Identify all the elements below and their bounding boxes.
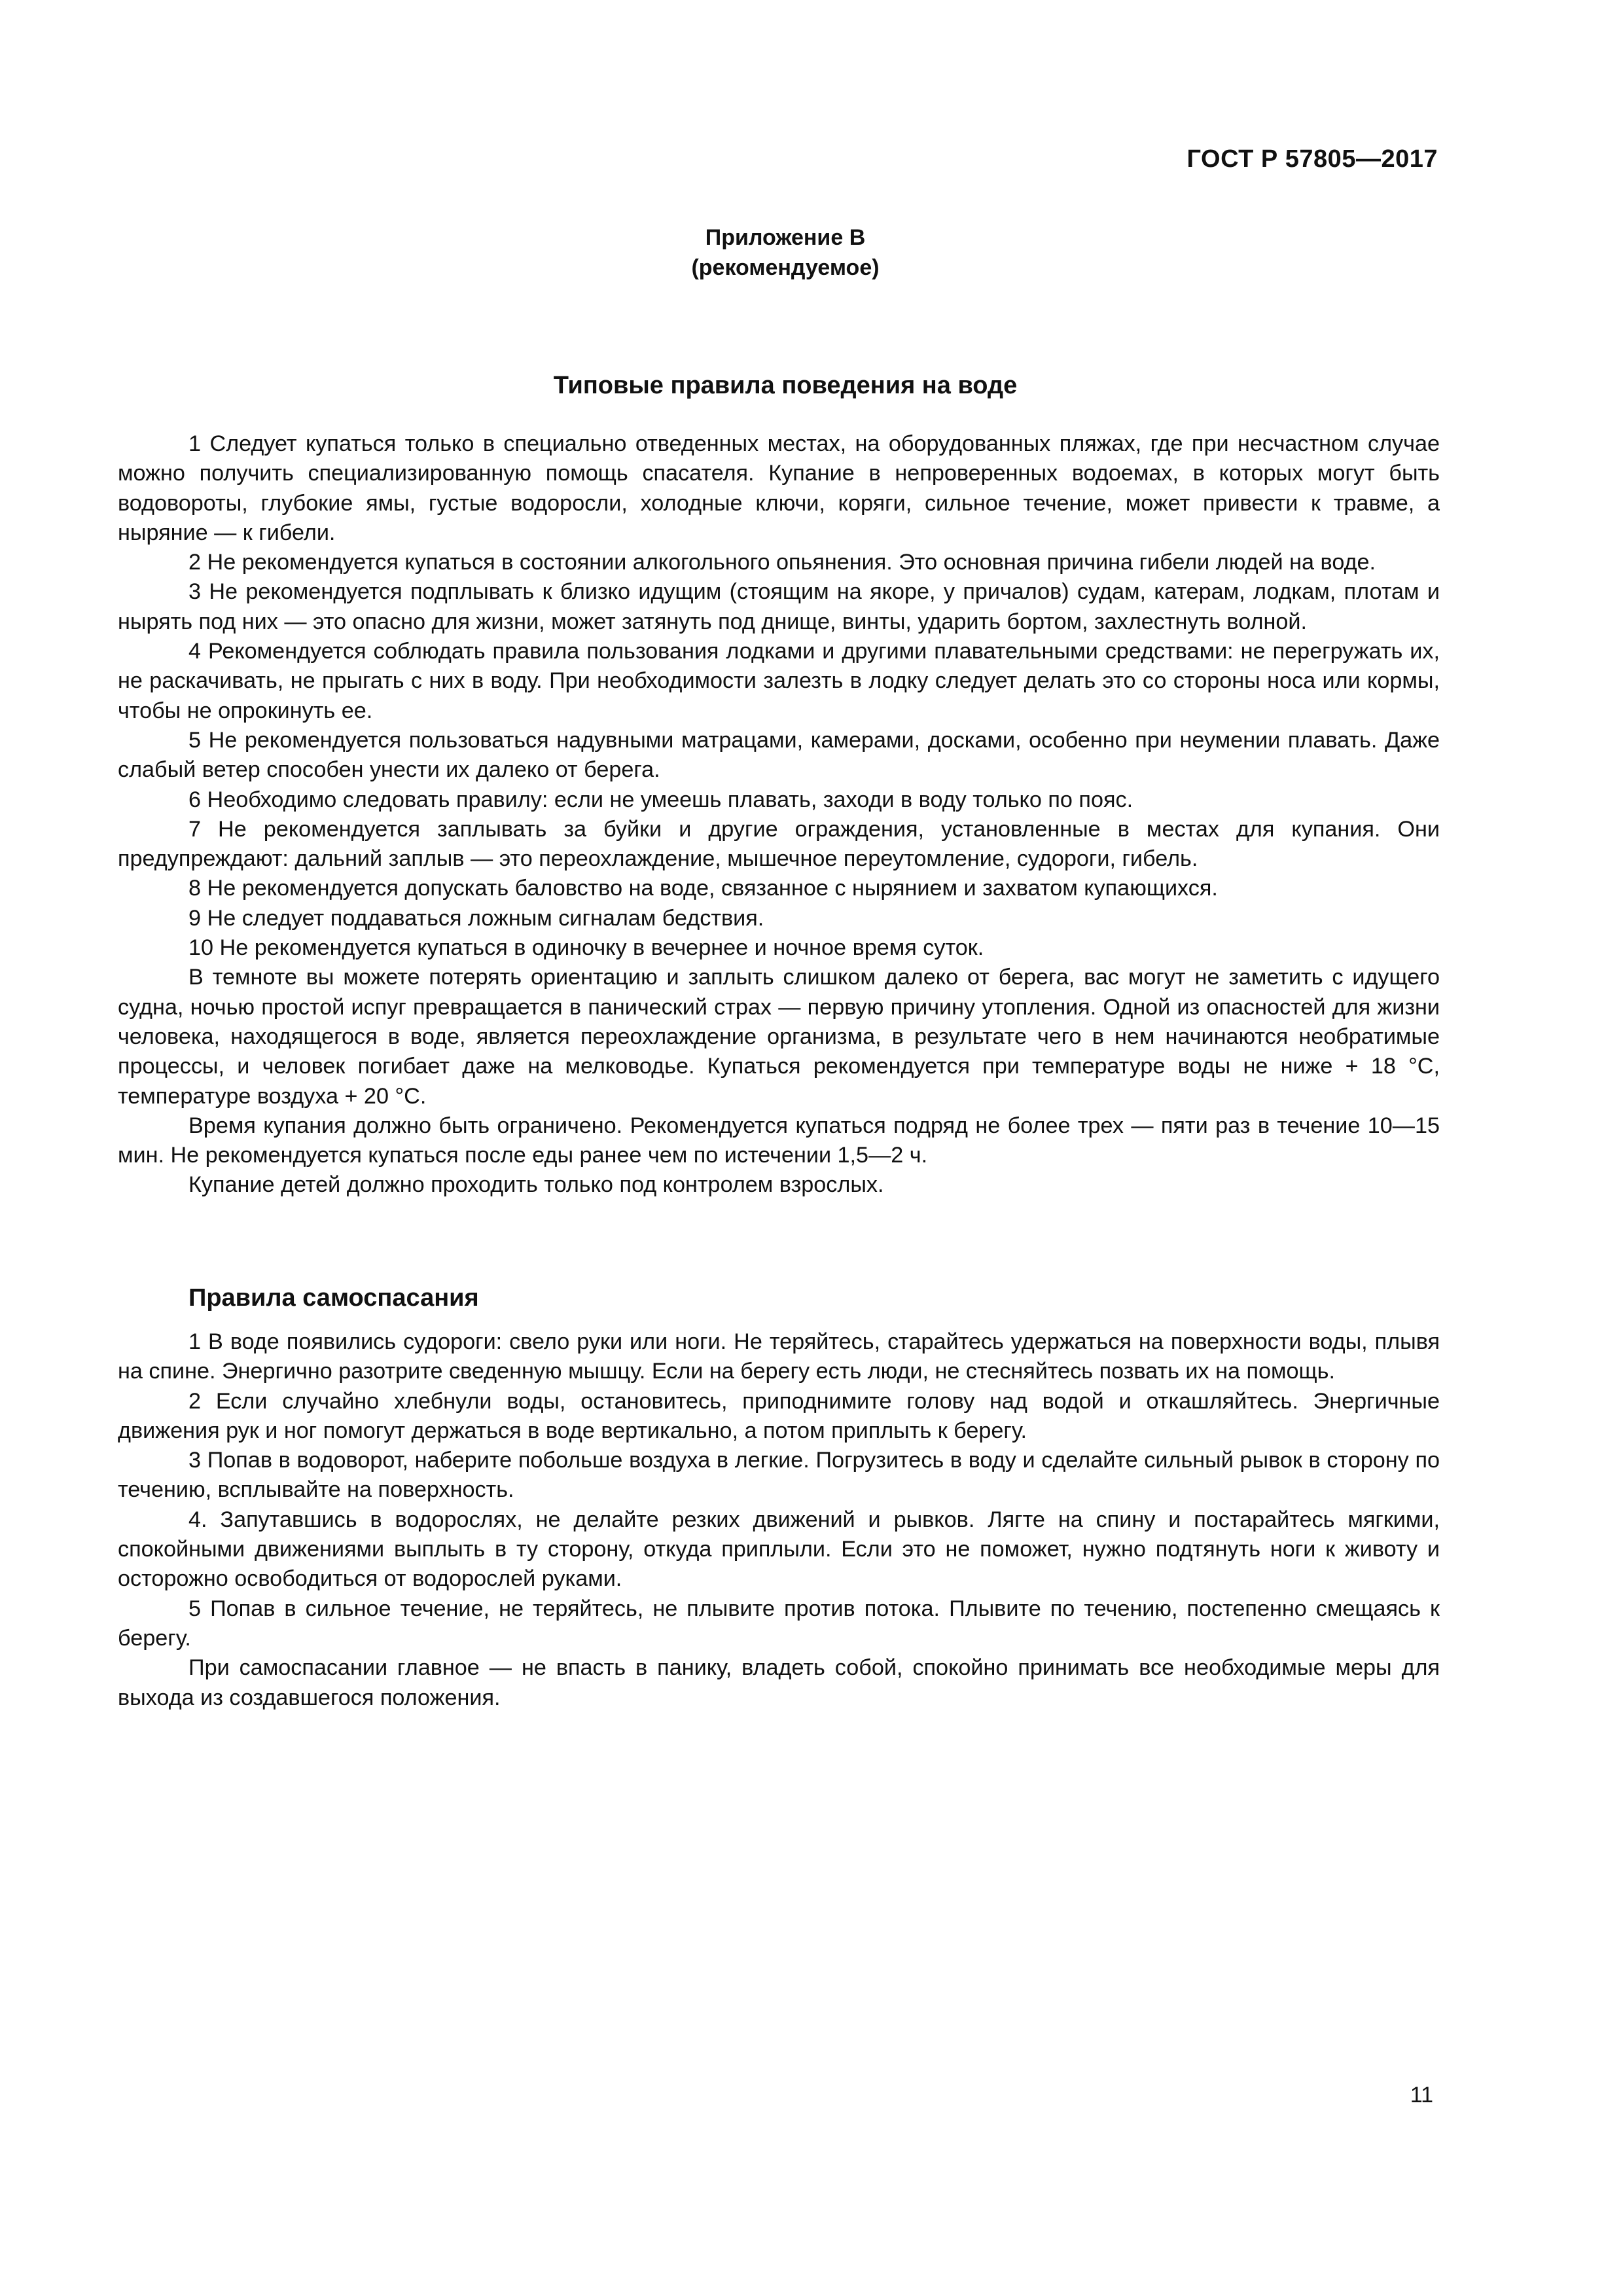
subsection-body: [118, 1327, 1440, 1713]
appendix-status: (рекомендуемое): [691, 255, 880, 280]
page-number: 11: [1410, 2083, 1433, 2108]
paragraph: В темноте вы можете потерять ориентацию и заплыть слишком далеко от берега, вас могут не заметить с идущего судна, ночью простой испуг превращается в панический страх — первую причину утопления. Одной из опасностей для жизни человека, находящегося в воде, является переохлаждение организма, в результате чего в нем начинаются необратимые процессы, и человек погибает даже на мелководье. Купаться рекомендуется при температуре воды не ниже + 18 °С, температуре воздуха + 20 °С.: [118, 965, 1440, 1109]
paragraph: 3 Не рекомендуется подплывать к близко идущим (стоящим на якоре, у причалов) судам, катерам, лодкам, плотам и нырять под них — это опасно для жизни, может затянуть под днище, винты, ударить бортом, захлестнуть волной.: [118, 579, 1440, 634]
paragraph: 2 Не рекомендуется купаться в состоянии алкогольного опьянения. Это основная причина гибели людей на воде.: [188, 550, 1376, 575]
paragraph: 1 В воде появились судороги: свело руки или ноги. Не теряйтесь, старайтесь удержаться на поверхности воды, плывя на спине. Энергично разотрите сведенную мышцу. Если на берегу есть люди, не стесняйтесь позвать их на помощь.: [118, 1329, 1440, 1384]
paragraph: При самоспасании главное — не впасть в панику, владеть собой, спокойно принимать все необходимые меры для выхода из создавшегося положения.: [118, 1655, 1440, 1710]
paragraph: 6 Необходимо следовать правилу: если не умеешь плавать, заходи в воду только по пояс.: [188, 787, 1133, 812]
paragraph: 5 Попав в сильное течение, не теряйтесь, не плывите против потока. Плывите по течению, постепенно смещаясь к берегу.: [118, 1596, 1440, 1651]
paragraph: 9 Не следует поддаваться ложным сигналам бедствия.: [188, 905, 764, 931]
paragraph: 7 Не рекомендуется заплывать за буйки и другие ограждения, установленные в местах для купания. Они предупреждают: дальний заплыв — это переохлаждение, мышечное переутомление, судороги, гибель.: [118, 816, 1440, 872]
subsection-title: Правила самоспасания: [188, 1284, 479, 1312]
document-code: ГОСТ Р 57805—2017: [1186, 145, 1438, 173]
appendix-heading: [0, 223, 1571, 283]
paragraph: 2 Если случайно хлебнули воды, остановитесь, приподнимите голову над водой и откашляйтесь. Энергичные движения рук и ног помогут держаться в воде вертикально, а потом приплыть к берегу.: [118, 1388, 1440, 1443]
paragraph: 5 Не рекомендуется пользоваться надувными матрацами, камерами, досками, особенно при неумении плавать. Даже слабый ветер способен унести их далеко от берега.: [118, 727, 1440, 783]
appendix-title: Приложение В: [705, 225, 866, 250]
section-title: Типовые правила поведения на воде: [553, 372, 1018, 399]
paragraph: 10 Не рекомендуется купаться в одиночку в вечернее и ночное время суток.: [188, 935, 984, 961]
paragraph: 3 Попав в водоворот, наберите побольше воздуха в легкие. Погрузитесь в воду и сделайте сильный рывок в сторону по течению, всплывайте на поверхность.: [118, 1448, 1440, 1503]
paragraph: 8 Не рекомендуется допускать баловство на воде, связанное с нырянием и захватом купающихся.: [188, 876, 1218, 901]
paragraph: 4 Рекомендуется соблюдать правила пользования лодками и другими плавательными средствами: не перегружать их, не раскачивать, не прыгать с них в воду. При необходимости залезть в лодку следует делать это со стороны носа или кормы, чтобы не опрокинуть ее.: [118, 639, 1440, 723]
section-body: [118, 429, 1440, 1200]
paragraph: Время купания должно быть ограничено. Рекомендуется купаться подряд не более трех — пяти раз в течение 10—15 мин. Не рекомендуется купаться после еды ранее чем по истечении 1,5—2 ч.: [118, 1113, 1440, 1168]
paragraph: Купание детей должно проходить только под контролем взрослых.: [188, 1172, 884, 1198]
paragraph: 4. Запутавшись в водорослях, не делайте резких движений и рывков. Лягте на спину и постарайтесь мягкими, спокойными движениями выплыть в ту сторону, откуда приплыли. Если это не поможет, нужно подтянуть ноги к животу и осторожно освободиться от водорослей руками.: [118, 1507, 1440, 1592]
paragraph: 1 Следует купаться только в специально отведенных местах, на оборудованных пляжах, где при несчастном случае можно получить специализированную помощь спасателя. Купание в непроверенных водоемах, в которых могут быть водовороты, глубокие ямы, густые водоросли, холодные ключи, коряги, сильное течение, может привести к травме, а ныряние — к гибели.: [118, 431, 1440, 545]
